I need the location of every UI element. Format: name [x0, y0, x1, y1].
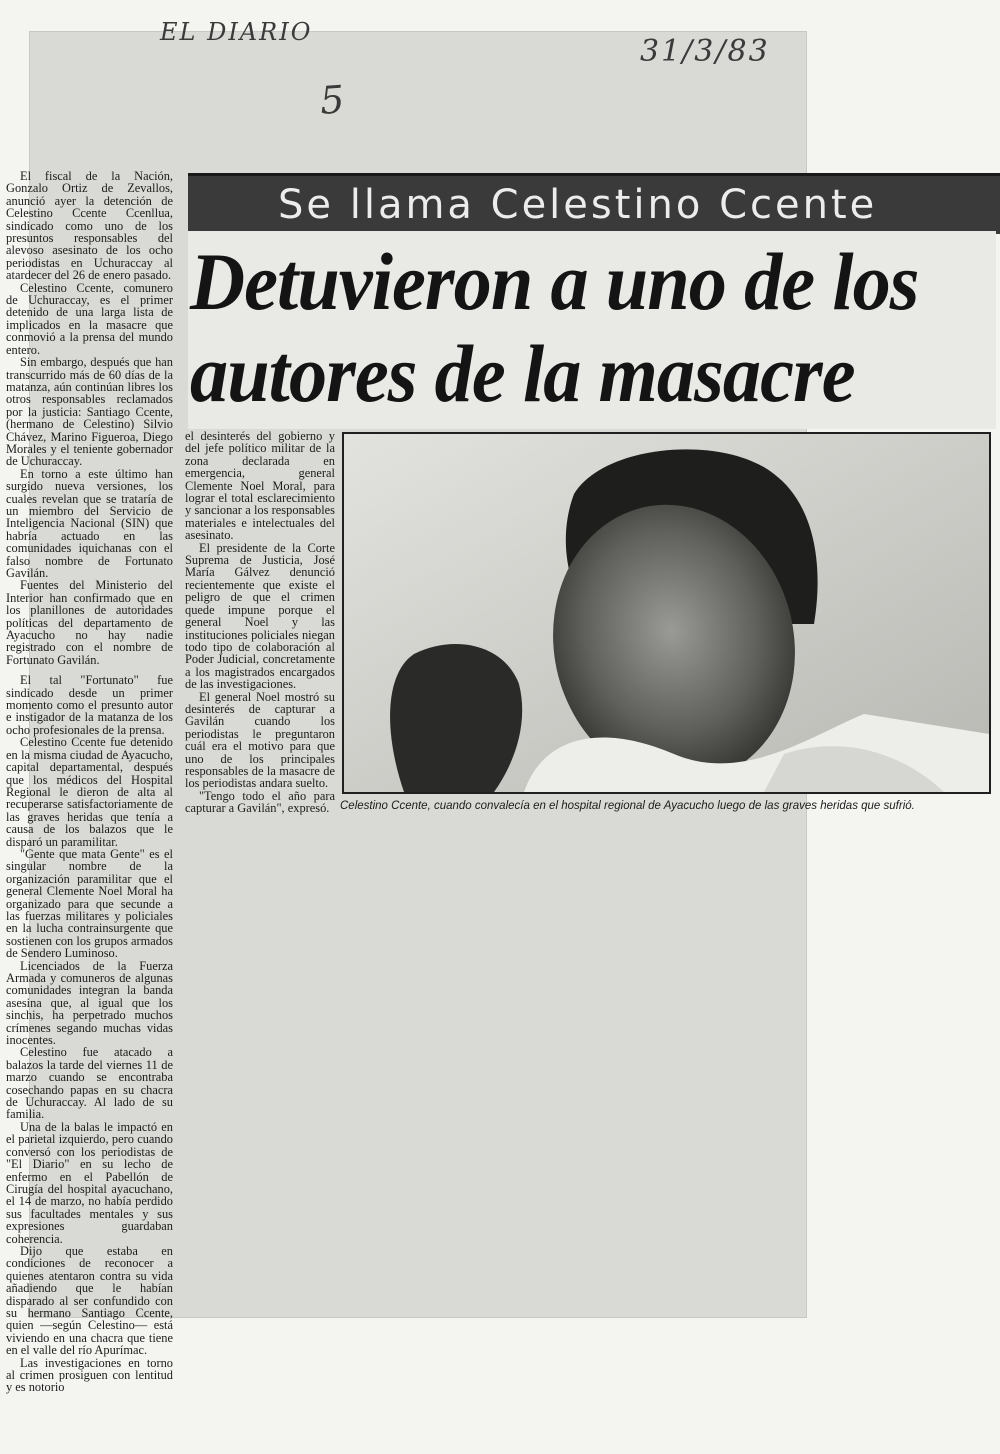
paragraph: En torno a este último han surgido nueva versiones, los cuales revelan que se trataría de un miembro del Servicio de Inteligencia Nacional (SIN) que habría actuado en las comunidades iquichanas con el falso nombre de Fortunato Gavilán. — [6, 466, 173, 580]
paragraph: Sin embargo, después que han transcurrido más de 60 días de la matanza, aún continúan libres los otros responsables reclamados por la justicia: Santiago Ccente, (hermano de Celestino) Silvio Chávez, Marino Figueroa, Diego Morales y el teniente gobernador de Uchuraccay. — [6, 355, 173, 469]
paragraph: El tal "Fortunato" fue sindicado desde un primer momento como el presunto autor e instigador de la matanza de los ocho profesionales de la prensa. — [6, 673, 173, 737]
paragraph: Una de la balas le impactó en el parietal izquierdo, pero cuando conversó con los periodistas de "El Diario" en su lecho de enfermo en el Pabellón de Cirugía del hospital ayacuchano, el 14 de marzo, no había perdido sus facultades mentales y sus expresiones guardaban coherencia. — [6, 1119, 173, 1246]
handwritten-page-number: 5 — [318, 77, 348, 123]
article-column-2 — [185, 430, 335, 815]
photo-caption: Celestino Ccente, cuando convalecía en el hospital regional de Ayacucho luego de las graves heridas que sufrió. — [340, 800, 915, 812]
headline-line-1: Detuvieron a uno de los — [190, 236, 919, 327]
paragraph: Celestino Ccente fue detenido en la misma ciudad de Ayacucho, capital departamental, después que los médicos del Hospital Regional le dieron de alta al recuperarse satisfactoriamente de las graves heridas que tenía a causa de los balazos que le disparó un paramilitar. — [6, 735, 173, 849]
paragraph: "Tengo todo el año para capturar a Gavilán", expresó. — [185, 788, 335, 816]
paragraph: El fiscal de la Nación, Gonzalo Ortiz de Zevallos, anunció ayer la detención de Celestino Ccente Ccenllua, sindicado como uno de los presuntos responsables del alevoso asesinato de los ocho periodistas en Uchuraccay al atardecer del 26 de enero pasado. — [6, 169, 173, 283]
paragraph: Las investigaciones en torno al crimen prosiguen con lentitud y es notorio — [6, 1355, 173, 1395]
portrait-photo-illustration — [344, 434, 989, 792]
paragraph: Dijo que estaba en condiciones de reconocer a quienes atentaron contra su vida añadiendo que le habían disparado al ser confundido con su hermano Santiago Ccente, quien —según Celestino— está viviendo en una chacra que tiene en el valle del río Apurímac. — [6, 1243, 173, 1358]
kicker-banner — [188, 173, 1000, 234]
article-column-1 — [6, 170, 173, 1394]
headline — [190, 236, 943, 420]
paragraph: Licenciados de la Fuerza Armada y comuneros de algunas comunidades integran la banda asesina que, al igual que los sinchis, ha perpetrado muchos crímenes segando muchas vidas inocentes. — [6, 958, 173, 1048]
paragraph: El presidente de la Corte Suprema de Justicia, José María Gálvez denunció recientemente que existe el peligro de que el crimen quede impune porque el general Noel y las instituciones policiales niegan todo tipo de colaboración al Poder Judicial, concretamente a los magistrados encargados de las investigaciones. — [185, 540, 335, 692]
paragraph: el desinterés del gobierno y del jefe político militar de la zona declarada en emergencia, general Clemente Noel Moral, para lograr el total esclarecimiento y sancionar a los responsables materiales e intelectuales del asesinato. — [185, 429, 335, 543]
headline-line-2: autores de la masacre — [190, 328, 855, 419]
paragraph: Celestino Ccente, comunero de Uchuraccay, es el primer detenido de una larga lista de implicados en la masacre que conmovió a la prensa del mundo entero. — [6, 280, 173, 357]
paragraph: El general Noel mostró su desinterés de capturar a Gavilán cuando los periodistas le preguntaron cuál era el motivo para que uno de los principales responsables de la masacre de los periodistas andara suelto. — [185, 689, 335, 791]
paragraph: "Gente que mata Gente" es el singular nombre de la organización paramilitar que el general Clemente Noel Moral ha organizado para que secunde a las fuerzas militares y policiales en la lucha contrainsurgente que sostienen con los grupos armados de Sendero Luminoso. — [6, 846, 173, 961]
news-photo — [342, 432, 991, 794]
kicker-text: Se llama Celestino Ccente — [278, 182, 878, 228]
paragraph: Fuentes del Ministerio del Interior han confirmado que en los planillones de autoridades políticas del departamento de Ayacucho no hay nadie registrado con el nombre de Fortunato Gavilán. — [6, 578, 173, 667]
handwritten-newspaper-name: EL DIARIO — [160, 18, 313, 46]
paragraph: Celestino fue atacado a balazos la tarde del viernes 11 de marzo cuando se encontraba cosechando papas en su chacra de Uchuraccay. Al lado de su familia. — [6, 1045, 173, 1122]
handwritten-date: 31/3/83 — [640, 34, 770, 69]
